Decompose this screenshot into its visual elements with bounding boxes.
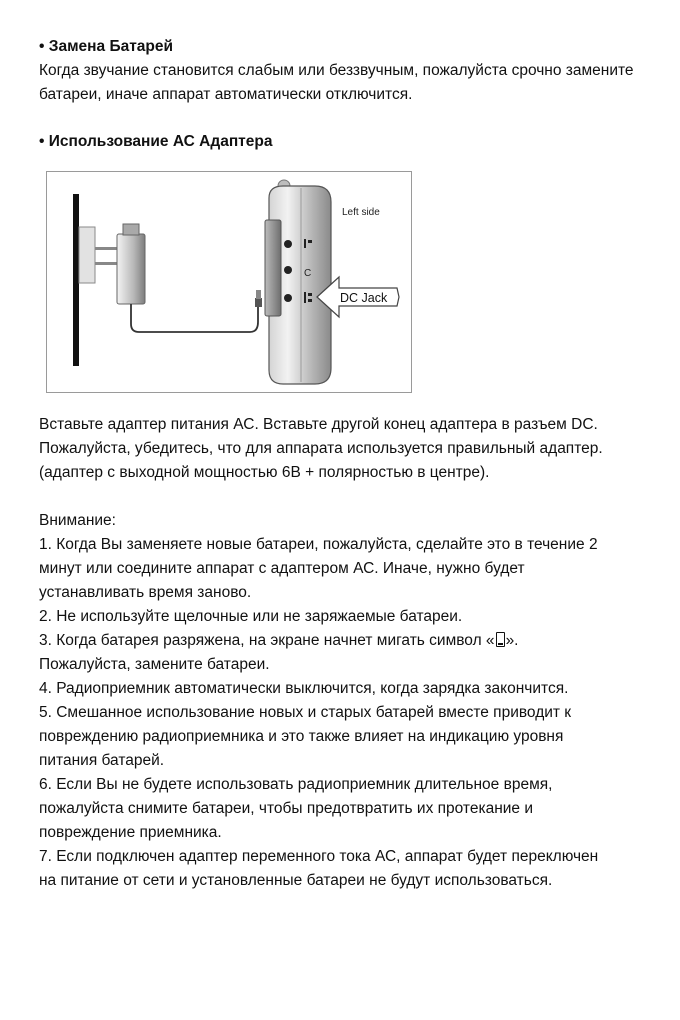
headphone-jack	[284, 240, 292, 248]
list-item: 5. Смешанное использование новых и старых батарей вместе приводит к повреждению радиоприемника и это также влияет на индикацию уровня питания батарей.	[39, 704, 572, 769]
list-item: 7. Если подключен адаптер переменного тока АС, аппарат будет переключен на питание от сети и установленные батареи не будут использоваться.	[39, 848, 599, 889]
list-item: 2. Не используйте щелочные или не заряжаемые батареи.	[39, 608, 463, 625]
adapter-text-line: Пожалуйста, убедитесь, что для аппарата используется правильный адаптер.	[39, 440, 603, 457]
attention-list	[39, 533, 649, 893]
ac-adapter	[117, 234, 145, 304]
wall	[73, 194, 79, 366]
line-jack	[284, 266, 292, 274]
dc-plug	[255, 298, 262, 307]
battery-replacement-text: Когда звучание становится слабым или беззвучным, пожалуйста срочно замените батареи, иначе аппарат автоматически отключится.	[39, 62, 634, 103]
list-item: 1. Когда Вы заменяете новые батареи, пожалуйста, сделайте это в течение 2 минут или соедините аппарат с адаптером АС. Иначе, нужно будет устанавливать время заново.	[39, 536, 598, 601]
plug-prong-bottom	[95, 262, 117, 265]
dc-polarity-icon	[304, 292, 306, 303]
left-side-label: Left side	[342, 207, 380, 218]
adapter-diagram	[47, 172, 410, 391]
ac-adapter-illustration	[46, 171, 412, 393]
dc-jack-label: DC Jack	[340, 291, 388, 305]
ac-adapter-heading: • Использование АС Адаптера	[39, 133, 273, 150]
battery-replacement-heading: • Замена Батарей	[39, 38, 174, 55]
plug-prong-top	[95, 247, 117, 250]
radio-side-panel	[265, 220, 281, 316]
wall-socket	[79, 227, 95, 283]
adapter-cable	[131, 304, 258, 332]
list-item: 4. Радиоприемник автоматически выключится, когда зарядка закончится.	[39, 680, 569, 697]
adapter-cap	[123, 224, 139, 235]
jack-symbol-c: C	[304, 268, 312, 279]
adapter-text-line: (адаптер с выходной мощностью 6В + полярностью в центре).	[39, 464, 490, 481]
adapter-text-line: Вставьте адаптер питания АС. Вставьте другой конец адаптера в разъем DC.	[39, 416, 598, 433]
dc-jack	[284, 294, 292, 302]
manual-page	[39, 35, 649, 893]
list-item: 3. Когда батарея разряжена, на экране начнет мигать символ « ». Пожалуйста, замените батареи.	[39, 632, 519, 673]
dc-plug-tip	[256, 290, 261, 299]
list-item: 6. Если Вы не будете использовать радиоприемник длительное время, пожалуйста снимите батареи, чтобы предотвратить их протекание и повреждение приемника.	[39, 776, 553, 841]
headphone-symbol-icon	[304, 239, 306, 248]
attention-heading: Внимание:	[39, 512, 116, 529]
adapter-instructions	[39, 413, 649, 485]
battery-icon	[496, 632, 505, 647]
